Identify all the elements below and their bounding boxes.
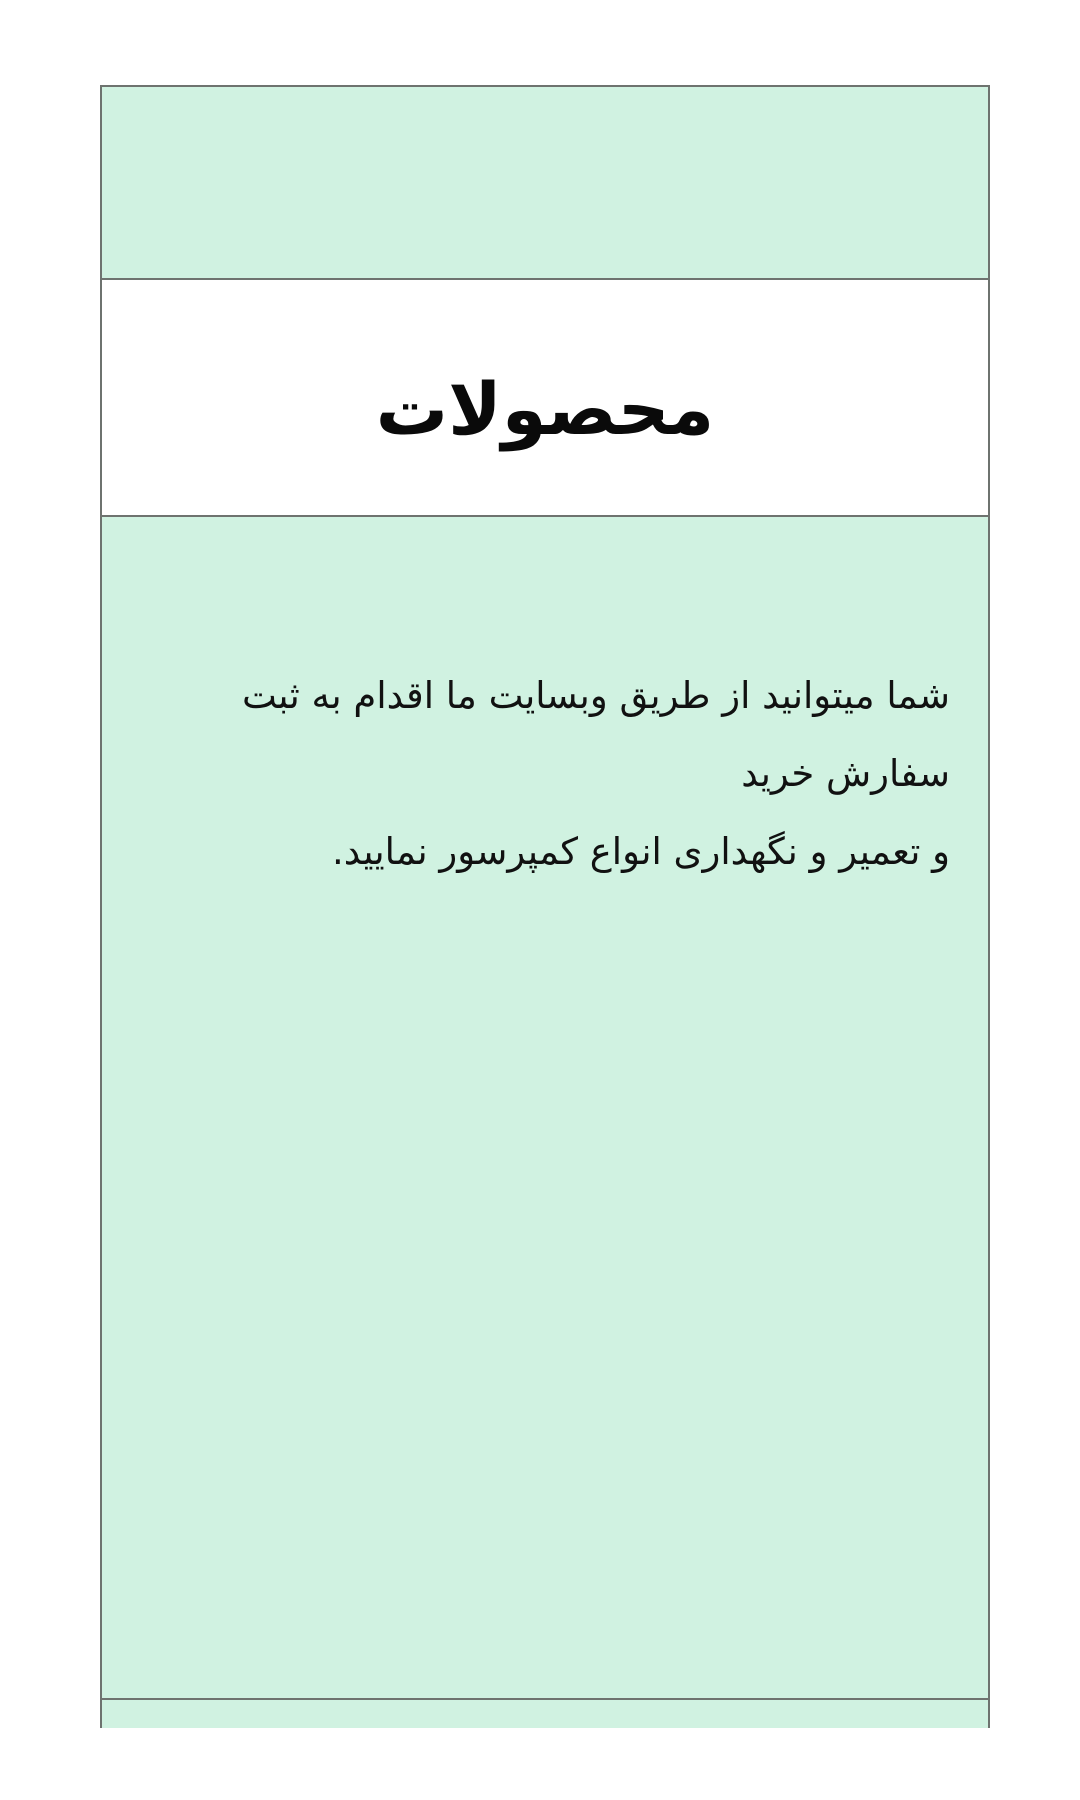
intro-section	[100, 515, 990, 1700]
next-section-peek	[100, 1698, 990, 1728]
heading-section	[100, 278, 990, 517]
intro-text-line-2: و تعمیر و نگهداری انواع کمپرسور نمایید.	[332, 830, 950, 873]
intro-text-line-1: شما میتوانید از طریق وبسایت ما اقدام به ثبت سفارش خرید	[241, 674, 950, 795]
content-column	[100, 85, 990, 1728]
page-title: محصولات	[375, 366, 715, 451]
hero-banner	[100, 85, 990, 280]
